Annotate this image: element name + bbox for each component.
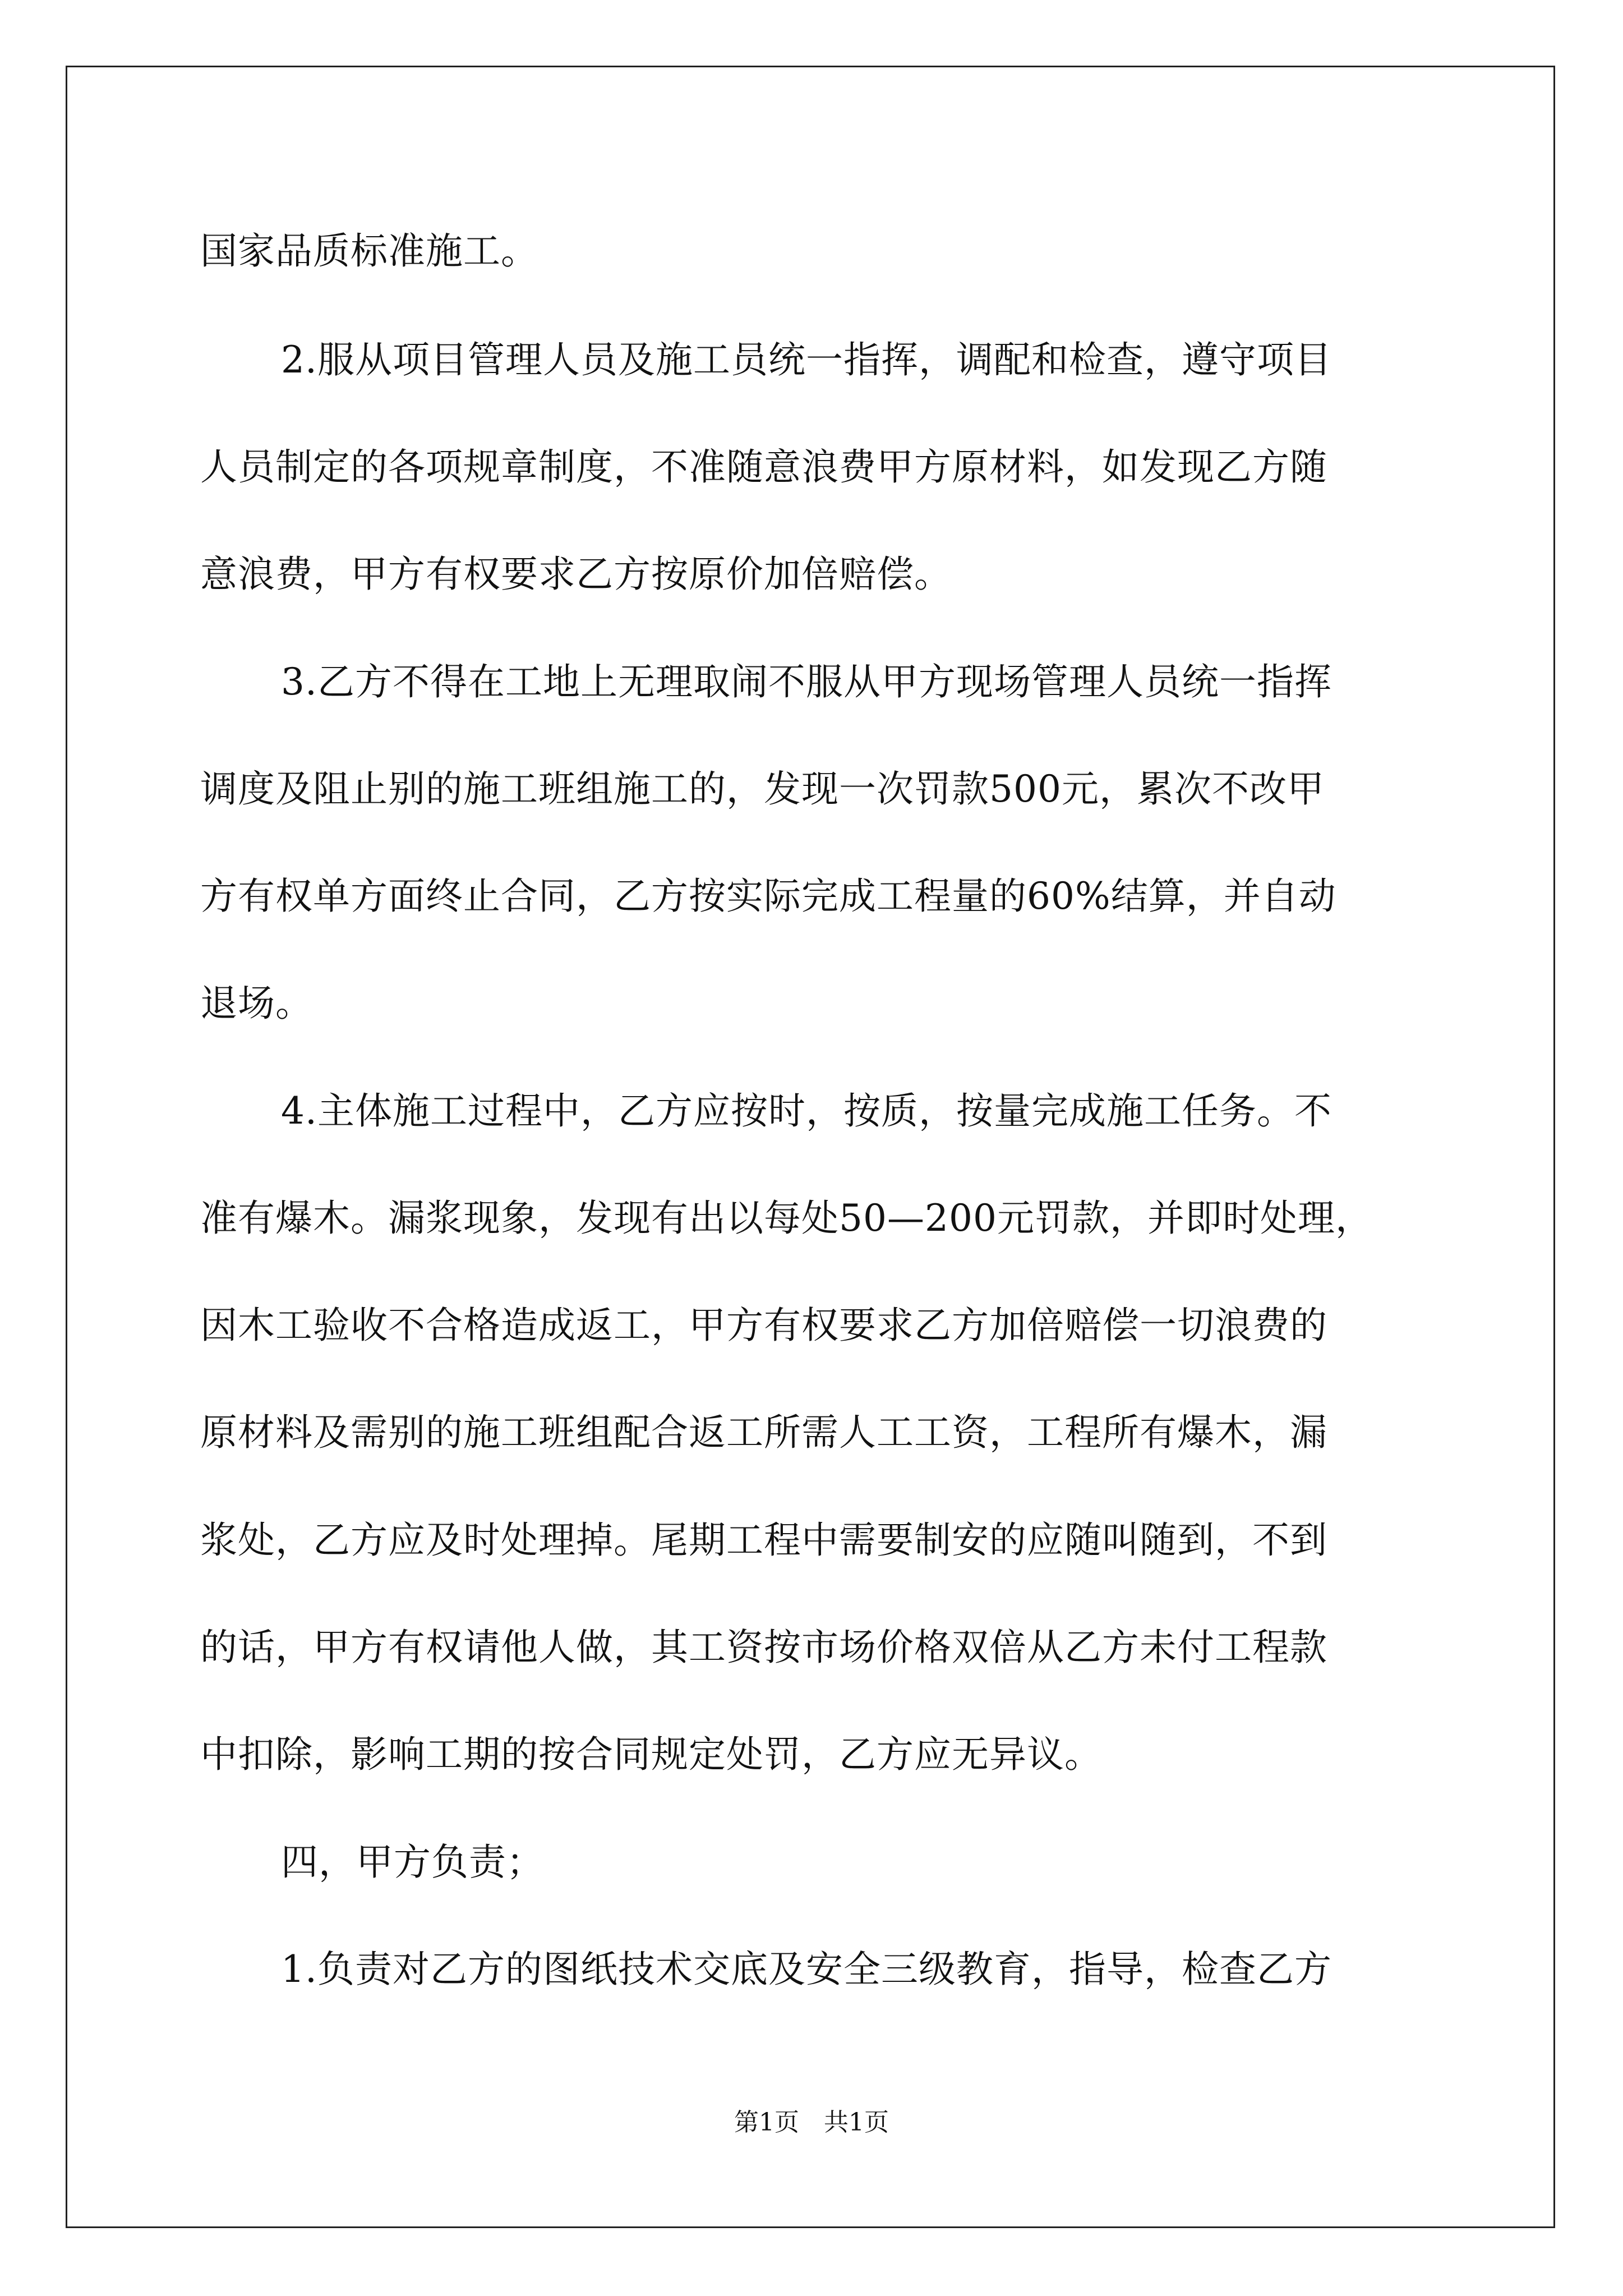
paragraph-line: 意浪费，甲方有权要求乙方按原价加倍赔偿。 bbox=[200, 553, 952, 596]
paragraph-line: 方有权单方面终止合同，乙方按实际完成工程量的60%结算，并自动 bbox=[200, 875, 1336, 918]
paragraph-line: 人员制定的各项规章制度，不准随意浪费甲方原材料，如发现乙方随 bbox=[200, 445, 1327, 489]
paragraph-line: 4.主体施工过程中，乙方应按时，按质，按量完成施工任务。不 bbox=[281, 1089, 1332, 1133]
page-border bbox=[66, 66, 1555, 2228]
paragraph-line: 退场。 bbox=[200, 982, 313, 1025]
paragraph-line: 调度及阻止别的施工班组施工的，发现一次罚款500元，累次不改甲 bbox=[200, 767, 1325, 811]
paragraph-line: 2.服从项目管理人员及施工员统一指挥，调配和检查，遵守项目 bbox=[281, 338, 1332, 381]
paragraph-line: 浆处，乙方应及时处理掉。尾期工程中需要制安的应随叫随到，不到 bbox=[200, 1519, 1327, 1562]
page-footer: 第1页 共1页 bbox=[734, 2108, 889, 2137]
paragraph-line: 1.负责对乙方的图纸技术交底及安全三级教育，指导，检查乙方 bbox=[281, 1948, 1332, 1991]
paragraph-line: 中扣除，影响工期的按合同规定处罚，乙方应无异议。 bbox=[200, 1733, 1102, 1776]
section-heading: 四，甲方负责； bbox=[281, 1841, 544, 1884]
paragraph-line: 国家品质标准施工。 bbox=[200, 229, 538, 273]
paragraph-line: 准有爆木。漏浆现象，发现有出以每处50—200元罚款，并即时处理， bbox=[200, 1197, 1373, 1240]
paragraph-line: 原材料及需别的施工班组配合返工所需人工工资，工程所有爆木，漏 bbox=[200, 1411, 1327, 1454]
paragraph-line: 的话，甲方有权请他人做，其工资按市场价格双倍从乙方未付工程款 bbox=[200, 1626, 1327, 1669]
paragraph-line: 3.乙方不得在工地上无理取闹不服从甲方现场管理人员统一指挥 bbox=[281, 660, 1332, 703]
paragraph-line: 因木工验收不合格造成返工，甲方有权要求乙方加倍赔偿一切浪费的 bbox=[200, 1304, 1327, 1347]
